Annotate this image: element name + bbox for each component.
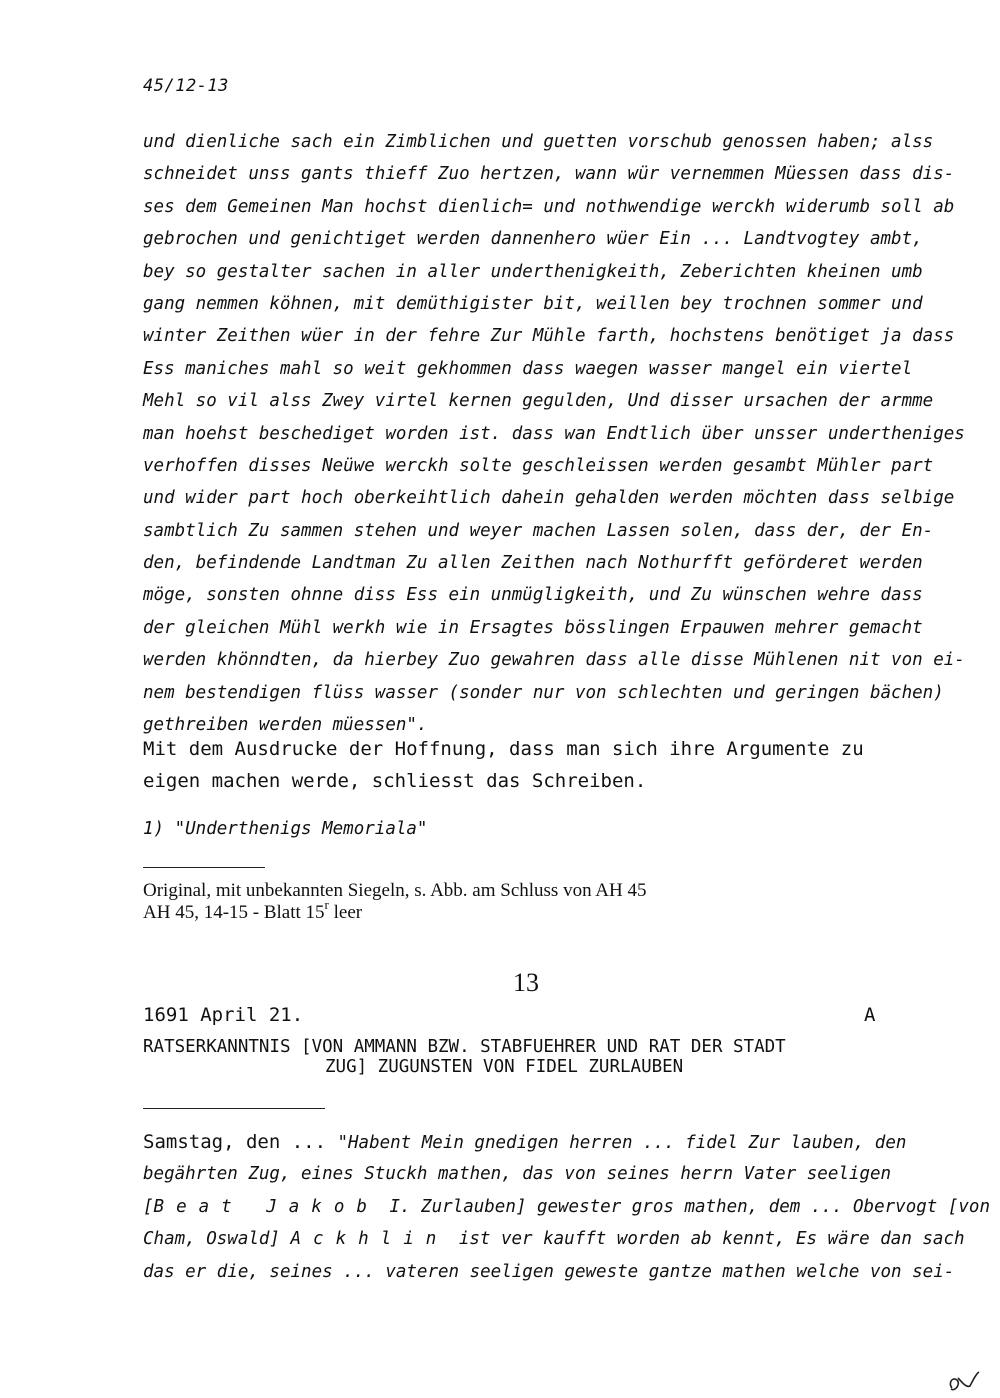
body-line: das er die, seines ... vateren seeligen geweste gantze mathen welche von sei- [143, 1261, 955, 1282]
document-heading-line1: RATSERKANNTNIS [VON AMMANN BZW. STABFUEHRER UND RAT DER STADT [143, 1037, 786, 1057]
quote-line: gebrochen und genichtiget werden dannenhero wüer Ein ... Landtvogtey ambt, [143, 229, 923, 250]
quote-line: Mehl so vil alss Zwey virtel kernen gegulden, Und disser ursachen der armme [143, 391, 934, 412]
body-line [143, 1191, 990, 1223]
body-line: begährten Zug, eines Stuckh mathen, das von seines herrn Vater seeligen [143, 1164, 892, 1185]
person-name-spaced: Ackhlin [290, 1229, 449, 1250]
body-line-rest: I. Zurlauben] gewester gros mathen, dem ... Obervogt [von [378, 1196, 990, 1217]
document-heading-line2: ZUG] ZUGUNSTEN VON FIDEL ZURLAUBEN [325, 1057, 684, 1077]
source-blatt-suffix: leer [328, 902, 363, 923]
quote-line: und wider part hoch oberkeihtlich dahein gehalden werden möchten dass selbige [143, 488, 955, 509]
body-line [143, 1223, 965, 1255]
quote-line: bey so gestalter sachen in aller underthenigkeith, Zeberichten kheinen umb [143, 261, 923, 282]
source-blatt-text: AH 45, 14-15 - Blatt 15 [143, 902, 325, 923]
page-reference: 45/12-13 [143, 76, 229, 96]
document-date: 1691 April 21. [143, 1004, 304, 1026]
body-line-start: Cham, Oswald] [143, 1229, 291, 1250]
quote-line: der gleichen Mühl werkh wie in Ersagtes bösslingen Erpauwen mehrer gemacht [143, 617, 923, 638]
quote-line: verhoffen disses Neüwe werckh solte geschleissen werden gesambt Mühler part [143, 455, 934, 476]
body-line-rest: ist ver kaufft worden ab kennt, Es wäre dan sach [448, 1229, 965, 1250]
quote-line: winter Zeithen wüer in der fehre Zur Mühle farth, hochstens benötiget ja dass [143, 326, 955, 347]
bracket: [ [143, 1196, 154, 1217]
source-line-blatt [143, 897, 363, 924]
body-line [143, 1126, 933, 1158]
body-prefix: Samstag, den ... [143, 1131, 338, 1153]
handwritten-mark-icon [946, 1366, 982, 1394]
quote-line: und dienliche sach ein Zimblichen und guetten vorschub genossen haben; alss [143, 132, 934, 152]
summary-line: eigen machen werde, schliesst das Schreiben. [143, 770, 647, 792]
quote-line: gethreiben werden müessen". [143, 715, 428, 736]
quote-line: nem bestendigen flüss wasser (sonder nur von schlechten und geringen bächen) [143, 682, 944, 703]
footnote: 1) "Underthenigs Memoriala" [143, 819, 428, 839]
quoted-text-block [143, 126, 965, 741]
document-letter: A [864, 1004, 876, 1026]
person-name-spaced: Beat Jakob [153, 1196, 379, 1217]
body-quote-start: "Habent Mein gnedigen herren ... fidel Zur lauben, den [337, 1133, 907, 1153]
quote-line: werden khönndten, da hierbey Zuo gewahren dass alle disse Mühlenen nit von ei- [143, 650, 965, 671]
heading-rule [143, 1108, 325, 1109]
summary-line: Mit dem Ausdrucke der Hoffnung, dass man sich ihre Argumente zu [143, 738, 864, 760]
quote-line: gang nemmen köhnen, mit demüthigister bit, weillen bey trochnen sommer und [143, 293, 923, 314]
quote-line: möge, sonsten ohnne diss Ess ein unmügligkeith, und Zu wünschen wehre dass [143, 585, 923, 606]
source-line-original: Original, mit unbekannten Siegeln, s. Abb. am Schluss von AH 45 [143, 880, 647, 901]
quote-line: sambtlich Zu sammen stehen und weyer machen Lassen solen, dass der, der En- [143, 520, 934, 541]
source-superscript: r [324, 897, 329, 912]
quote-line: Ess maniches mahl so weit gekhommen dass waegen wasser mangel ein viertel [143, 358, 913, 379]
quote-line: man hoehst beschediget worden ist. dass wan Endtlich über unsser undertheniges [143, 423, 965, 444]
quote-line: schneidet unss gants thieff Zuo hertzen, wann wür vernemmen Müessen dass dis- [143, 164, 955, 185]
footnote-rule [143, 867, 265, 868]
quote-line: ses dem Gemeinen Man hochst dienlich= und nothwendige werckh widerumb soll ab [143, 196, 955, 217]
quote-line: den, befindende Landtman Zu allen Zeithen nach Nothurfft geförderet werden [143, 553, 923, 574]
summary-paragraph [143, 733, 933, 797]
document-body [143, 1126, 990, 1288]
document-number: 13 [513, 968, 539, 997]
